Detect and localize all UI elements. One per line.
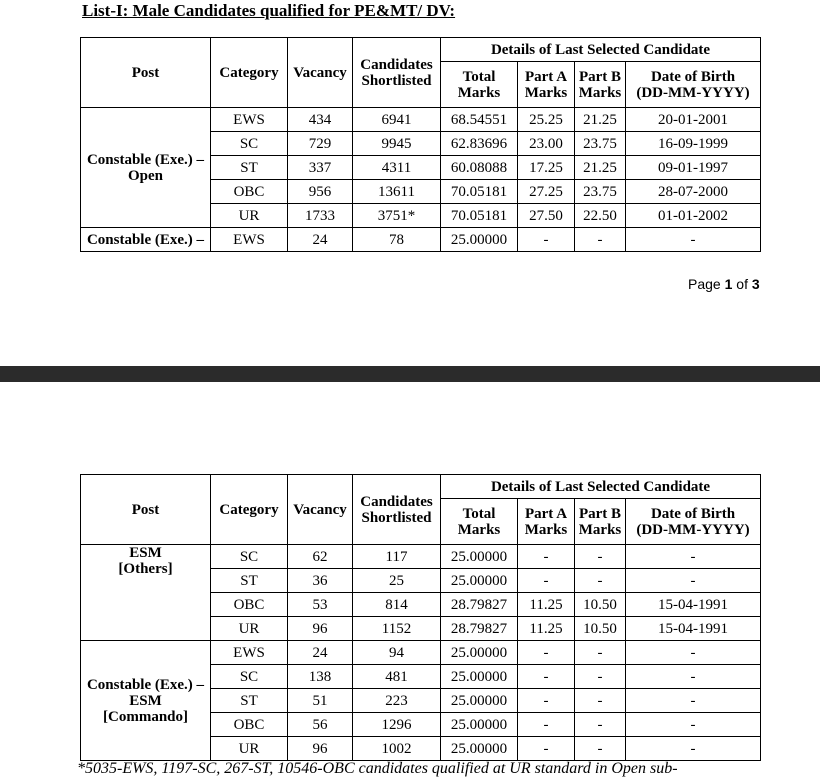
cell-part-a: 23.00 bbox=[518, 132, 575, 156]
page-prefix: Page bbox=[688, 276, 725, 292]
cell-total: 25.00000 bbox=[441, 641, 518, 665]
cell-part-b: - bbox=[575, 665, 626, 689]
cell-part-b: 21.25 bbox=[575, 156, 626, 180]
table-row bbox=[81, 641, 761, 665]
cell-total: 60.08088 bbox=[441, 156, 518, 180]
cell-total: 25.00000 bbox=[441, 545, 518, 569]
header-shortlisted bbox=[353, 475, 441, 545]
cell-part-b: 23.75 bbox=[575, 180, 626, 204]
post-line3: [Commando] bbox=[103, 708, 188, 725]
cell-total: 70.05181 bbox=[441, 204, 518, 228]
cell-dob: 01-01-2002 bbox=[626, 204, 761, 228]
cell-category: SC bbox=[211, 545, 288, 569]
header-post: Post bbox=[81, 475, 211, 545]
cell-dob: - bbox=[626, 569, 761, 593]
cell-part-a: - bbox=[518, 569, 575, 593]
header-part-a bbox=[518, 499, 575, 545]
cell-total: 28.79827 bbox=[441, 617, 518, 641]
cell-part-a: 25.25 bbox=[518, 108, 575, 132]
header-shortlisted-line2: Shortlisted bbox=[361, 509, 432, 526]
cell-category: OBC bbox=[211, 593, 288, 617]
cell-category: UR bbox=[211, 617, 288, 641]
cell-vacancy: 62 bbox=[288, 545, 353, 569]
header-total-line1: Total bbox=[462, 505, 496, 522]
header-shortlisted-line1: Candidates bbox=[360, 56, 433, 73]
header-parta-line1: Part A bbox=[524, 505, 568, 522]
cell-shortlisted: 3751* bbox=[353, 204, 441, 228]
header-partb-line2: Marks bbox=[578, 521, 622, 538]
post-constable-open bbox=[81, 108, 211, 228]
cell-category: UR bbox=[211, 204, 288, 228]
cell-category: ST bbox=[211, 689, 288, 713]
cell-vacancy: 337 bbox=[288, 156, 353, 180]
cell-category: OBC bbox=[211, 180, 288, 204]
cell-part-b: - bbox=[575, 228, 626, 252]
cell-shortlisted: 13611 bbox=[353, 180, 441, 204]
cell-total: 68.54551 bbox=[441, 108, 518, 132]
cell-vacancy: 729 bbox=[288, 132, 353, 156]
cell-vacancy: 434 bbox=[288, 108, 353, 132]
cell-vacancy: 96 bbox=[288, 737, 353, 761]
cell-part-a: 11.25 bbox=[518, 593, 575, 617]
header-vacancy: Vacancy bbox=[288, 475, 353, 545]
cell-total: 28.79827 bbox=[441, 593, 518, 617]
cell-dob: - bbox=[626, 713, 761, 737]
header-details: Details of Last Selected Candidate bbox=[441, 475, 761, 499]
cell-dob: - bbox=[626, 545, 761, 569]
header-shortlisted bbox=[353, 38, 441, 108]
post-line2: Open bbox=[127, 167, 163, 184]
cell-shortlisted: 223 bbox=[353, 689, 441, 713]
cell-shortlisted: 9945 bbox=[353, 132, 441, 156]
cell-part-a: - bbox=[518, 545, 575, 569]
header-dob-line2: (DD-MM-YYYY) bbox=[636, 84, 750, 101]
header-shortlisted-line2: Shortlisted bbox=[361, 72, 432, 89]
header-partb-line1: Part B bbox=[578, 505, 622, 522]
cell-shortlisted: 6941 bbox=[353, 108, 441, 132]
cell-vacancy: 53 bbox=[288, 593, 353, 617]
cell-part-a: 11.25 bbox=[518, 617, 575, 641]
header-parta-line2: Marks bbox=[524, 521, 568, 538]
header-partb-line1: Part B bbox=[578, 68, 622, 85]
cell-category: UR bbox=[211, 737, 288, 761]
header-dob bbox=[626, 62, 761, 108]
header-shortlisted-line1: Candidates bbox=[360, 493, 433, 510]
cell-part-b: - bbox=[575, 641, 626, 665]
post-line2: [Others] bbox=[118, 561, 173, 577]
header-dob-line2: (DD-MM-YYYY) bbox=[636, 521, 750, 538]
cell-total: 25.00000 bbox=[441, 737, 518, 761]
cell-total: 25.00000 bbox=[441, 665, 518, 689]
cell-category: ST bbox=[211, 569, 288, 593]
cell-part-a: - bbox=[518, 713, 575, 737]
cell-part-b: 10.50 bbox=[575, 617, 626, 641]
cell-part-b: 21.25 bbox=[575, 108, 626, 132]
cell-dob: 09-01-1997 bbox=[626, 156, 761, 180]
cell-shortlisted: 25 bbox=[353, 569, 441, 593]
cell-part-a: 27.25 bbox=[518, 180, 575, 204]
cell-shortlisted: 4311 bbox=[353, 156, 441, 180]
header-parta-line2: Marks bbox=[524, 84, 568, 101]
cell-part-a: - bbox=[518, 737, 575, 761]
page-number bbox=[688, 276, 760, 292]
header-vacancy: Vacancy bbox=[288, 38, 353, 108]
post-constable-second: Constable (Exe.) – bbox=[81, 228, 211, 252]
footnote: *5035-EWS, 1197-SC, 267-ST, 10546-OBC candidates qualified at UR standard in Open sub- bbox=[77, 760, 678, 777]
cell-shortlisted: 1152 bbox=[353, 617, 441, 641]
page-total: 3 bbox=[751, 276, 760, 292]
cell-vacancy: 956 bbox=[288, 180, 353, 204]
header-dob-line1: Date of Birth bbox=[650, 68, 736, 85]
cell-shortlisted: 481 bbox=[353, 665, 441, 689]
cell-part-b: - bbox=[575, 545, 626, 569]
cell-total: 25.00000 bbox=[441, 713, 518, 737]
cell-dob: 15-04-1991 bbox=[626, 617, 761, 641]
post-line1: Constable (Exe.) – bbox=[86, 676, 205, 693]
cell-vacancy: 138 bbox=[288, 665, 353, 689]
cell-part-a: - bbox=[518, 665, 575, 689]
cell-dob: - bbox=[626, 641, 761, 665]
header-total-marks bbox=[441, 499, 518, 545]
cell-vacancy: 51 bbox=[288, 689, 353, 713]
header-total-line1: Total bbox=[462, 68, 496, 85]
cell-shortlisted: 814 bbox=[353, 593, 441, 617]
cell-total: 25.00000 bbox=[441, 228, 518, 252]
header-part-a bbox=[518, 62, 575, 108]
cell-dob: 16-09-1999 bbox=[626, 132, 761, 156]
cell-shortlisted: 94 bbox=[353, 641, 441, 665]
cell-part-a: 27.50 bbox=[518, 204, 575, 228]
table-row bbox=[81, 228, 761, 252]
header-part-b bbox=[575, 62, 626, 108]
page-divider bbox=[0, 366, 820, 382]
table-row bbox=[81, 108, 761, 132]
cell-vacancy: 24 bbox=[288, 228, 353, 252]
post-line2: ESM bbox=[129, 692, 162, 709]
list-title: List-I: Male Candidates qualified for PE&MT/ DV: bbox=[82, 1, 456, 20]
page-current: 1 bbox=[724, 276, 733, 292]
cell-part-a: 17.25 bbox=[518, 156, 575, 180]
cell-dob: 15-04-1991 bbox=[626, 593, 761, 617]
header-dob-line1: Date of Birth bbox=[650, 505, 736, 522]
cell-dob: 28-07-2000 bbox=[626, 180, 761, 204]
cell-vacancy: 1733 bbox=[288, 204, 353, 228]
page-mid: of bbox=[732, 276, 752, 292]
candidates-table-1 bbox=[80, 37, 761, 252]
cell-vacancy: 36 bbox=[288, 569, 353, 593]
header-post: Post bbox=[81, 38, 211, 108]
header-category: Category bbox=[211, 475, 288, 545]
cell-dob: - bbox=[626, 689, 761, 713]
cell-total: 62.83696 bbox=[441, 132, 518, 156]
cell-shortlisted: 78 bbox=[353, 228, 441, 252]
header-partb-line2: Marks bbox=[578, 84, 622, 101]
cell-category: EWS bbox=[211, 641, 288, 665]
cell-vacancy: 24 bbox=[288, 641, 353, 665]
cell-part-b: 10.50 bbox=[575, 593, 626, 617]
post-constable-esm-commando bbox=[81, 641, 211, 761]
cell-part-b: - bbox=[575, 737, 626, 761]
cell-dob: - bbox=[626, 228, 761, 252]
cell-part-b: 22.50 bbox=[575, 204, 626, 228]
cell-vacancy: 96 bbox=[288, 617, 353, 641]
cell-total: 25.00000 bbox=[441, 689, 518, 713]
header-part-b bbox=[575, 499, 626, 545]
header-dob bbox=[626, 499, 761, 545]
cell-part-a: - bbox=[518, 228, 575, 252]
cell-part-a: - bbox=[518, 689, 575, 713]
cell-shortlisted: 1002 bbox=[353, 737, 441, 761]
cell-dob: - bbox=[626, 737, 761, 761]
cell-part-b: 23.75 bbox=[575, 132, 626, 156]
header-total-line2: Marks bbox=[457, 521, 501, 538]
cell-part-b: - bbox=[575, 713, 626, 737]
cell-part-b: - bbox=[575, 689, 626, 713]
header-details: Details of Last Selected Candidate bbox=[441, 38, 761, 62]
cell-category: SC bbox=[211, 132, 288, 156]
cell-category: OBC bbox=[211, 713, 288, 737]
cell-dob: - bbox=[626, 665, 761, 689]
cell-category: EWS bbox=[211, 108, 288, 132]
cell-category: ST bbox=[211, 156, 288, 180]
cell-shortlisted: 1296 bbox=[353, 713, 441, 737]
cell-shortlisted: 117 bbox=[353, 545, 441, 569]
cell-category: EWS bbox=[211, 228, 288, 252]
cell-total: 25.00000 bbox=[441, 569, 518, 593]
cell-total: 70.05181 bbox=[441, 180, 518, 204]
post-line1: ESM bbox=[129, 545, 162, 561]
table-row bbox=[81, 545, 761, 569]
header-total-marks bbox=[441, 62, 518, 108]
candidates-table-2 bbox=[80, 474, 761, 761]
cell-vacancy: 56 bbox=[288, 713, 353, 737]
cell-part-a: - bbox=[518, 641, 575, 665]
header-total-line2: Marks bbox=[457, 84, 501, 101]
post-line1: Constable (Exe.) – bbox=[86, 151, 205, 168]
post-esm-others bbox=[81, 545, 211, 641]
cell-category: SC bbox=[211, 665, 288, 689]
header-parta-line1: Part A bbox=[524, 68, 568, 85]
cell-dob: 20-01-2001 bbox=[626, 108, 761, 132]
header-category: Category bbox=[211, 38, 288, 108]
cell-part-b: - bbox=[575, 569, 626, 593]
